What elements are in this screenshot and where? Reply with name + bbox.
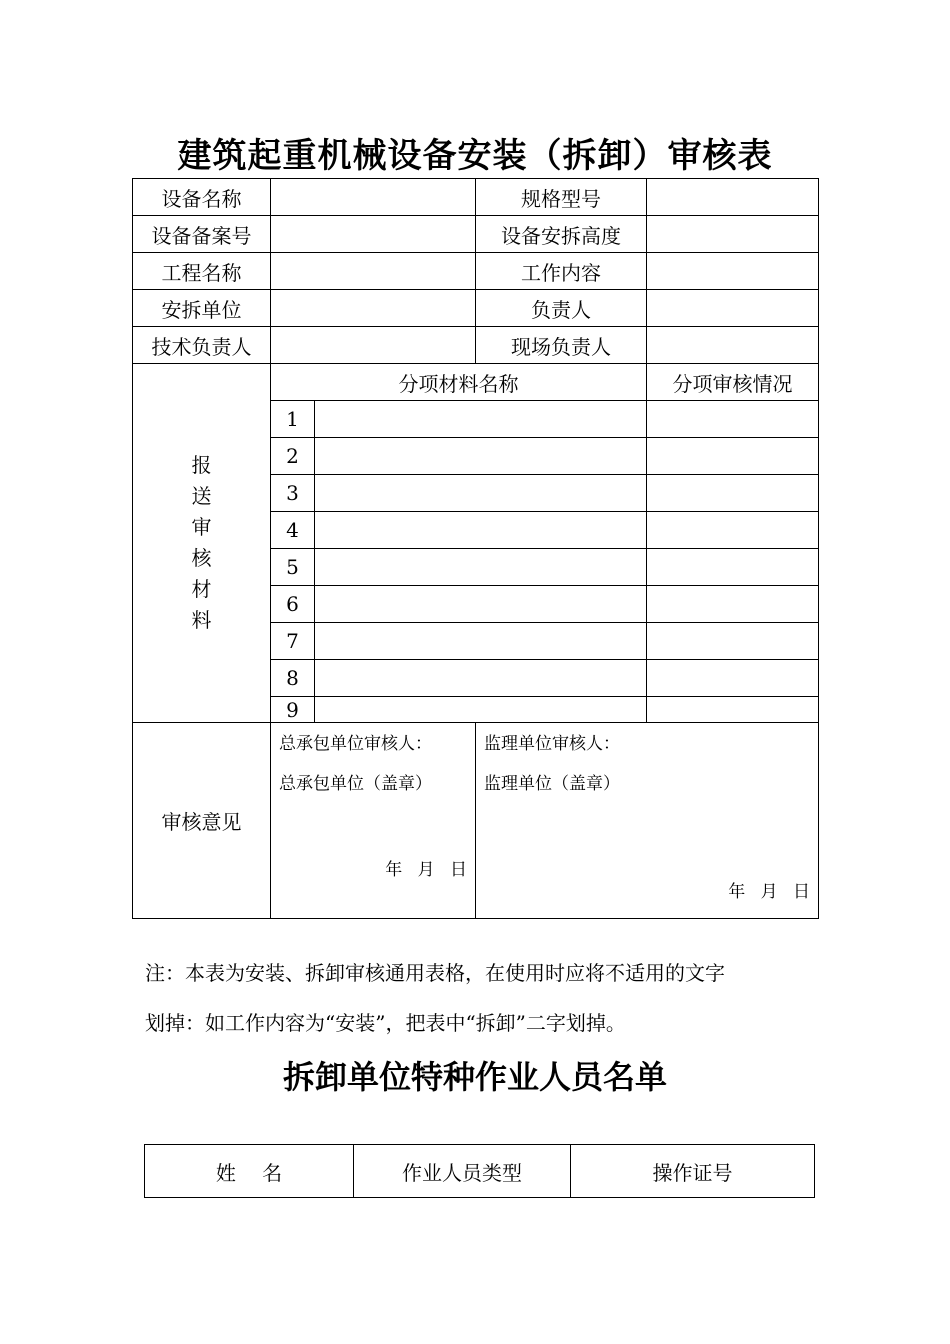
material-status-field[interactable]	[647, 401, 819, 438]
info-value-field[interactable]	[647, 216, 819, 253]
material-name-field[interactable]	[315, 697, 647, 723]
personnel-header-row	[145, 1145, 815, 1198]
material-name-field[interactable]	[315, 401, 647, 438]
info-label: 工作内容	[476, 253, 647, 290]
info-value-field[interactable]	[271, 290, 476, 327]
info-row	[133, 290, 819, 327]
row-number: 1	[271, 401, 315, 438]
material-name-field[interactable]	[315, 586, 647, 623]
row-number: 6	[271, 586, 315, 623]
info-row	[133, 327, 819, 364]
side-char: 审	[191, 515, 212, 539]
info-value-field[interactable]	[271, 179, 476, 216]
material-status-field[interactable]	[647, 438, 819, 475]
material-status-field[interactable]	[647, 549, 819, 586]
row-number: 2	[271, 438, 315, 475]
info-value-field[interactable]	[647, 253, 819, 290]
material-status-field[interactable]	[647, 475, 819, 512]
row-number: 9	[271, 697, 315, 723]
material-status-field[interactable]	[647, 586, 819, 623]
material-name-field[interactable]	[315, 549, 647, 586]
personnel-table	[144, 1144, 815, 1198]
contractor-seal-label: 总承包单位（盖章）	[279, 774, 432, 794]
material-name-field[interactable]	[315, 512, 647, 549]
material-name-field[interactable]	[315, 660, 647, 697]
material-name-field[interactable]	[315, 475, 647, 512]
info-value-field[interactable]	[271, 216, 476, 253]
review-label: 审核意见	[133, 723, 271, 919]
note-line: 注：本表为安装、拆卸审核通用表格，在使用时应将不适用的文字	[145, 961, 725, 985]
header-certificate-number: 操作证号	[571, 1145, 815, 1198]
side-char: 送	[191, 484, 212, 508]
material-status-field[interactable]	[647, 512, 819, 549]
side-char: 材	[191, 577, 212, 601]
materials-name-header: 分项材料名称	[271, 364, 647, 401]
info-value-field[interactable]	[271, 327, 476, 364]
row-number: 7	[271, 623, 315, 660]
material-status-field[interactable]	[647, 623, 819, 660]
review-form-table	[132, 178, 819, 919]
info-label: 安拆单位	[133, 290, 271, 327]
info-value-field[interactable]	[647, 179, 819, 216]
materials-side-label	[133, 364, 271, 723]
personnel-title: 拆卸单位特种作业人员名单	[282, 1058, 667, 1096]
info-row	[133, 216, 819, 253]
info-label: 设备名称	[133, 179, 271, 216]
supervisor-reviewer-label: 监理单位审核人：	[484, 734, 620, 754]
note-line: 划掉：如工作内容为“安装”，把表中“拆卸”二字划掉。	[145, 1011, 626, 1035]
side-char: 料	[191, 608, 212, 632]
material-status-field[interactable]	[647, 697, 819, 723]
side-char: 核	[191, 546, 212, 570]
supervisor-review-cell[interactable]	[476, 723, 819, 919]
review-row	[133, 723, 819, 919]
side-char: 报	[191, 453, 212, 477]
info-label: 负责人	[476, 290, 647, 327]
info-row	[133, 179, 819, 216]
contractor-review-cell[interactable]	[271, 723, 476, 919]
header-name: 姓 名	[145, 1145, 354, 1198]
supervisor-seal-label: 监理单位（盖章）	[484, 774, 620, 794]
material-name-field[interactable]	[315, 623, 647, 660]
info-value-field[interactable]	[271, 253, 476, 290]
contractor-reviewer-label: 总承包单位审核人：	[279, 734, 432, 754]
supervisor-date: 年 月 日	[728, 882, 810, 902]
material-name-field[interactable]	[315, 438, 647, 475]
row-number: 8	[271, 660, 315, 697]
header-worker-type: 作业人员类型	[354, 1145, 571, 1198]
page-title: 建筑起重机械设备安装（拆卸）审核表	[177, 136, 773, 176]
row-number: 4	[271, 512, 315, 549]
info-label: 规格型号	[476, 179, 647, 216]
row-number: 3	[271, 475, 315, 512]
info-value-field[interactable]	[647, 327, 819, 364]
materials-status-header: 分项审核情况	[647, 364, 819, 401]
material-status-field[interactable]	[647, 660, 819, 697]
info-row	[133, 253, 819, 290]
info-label: 设备备案号	[133, 216, 271, 253]
contractor-date: 年 月 日	[385, 860, 467, 880]
info-label: 技术负责人	[133, 327, 271, 364]
info-label: 设备安拆高度	[476, 216, 647, 253]
row-number: 5	[271, 549, 315, 586]
info-label: 工程名称	[133, 253, 271, 290]
info-label: 现场负责人	[476, 327, 647, 364]
info-value-field[interactable]	[647, 290, 819, 327]
